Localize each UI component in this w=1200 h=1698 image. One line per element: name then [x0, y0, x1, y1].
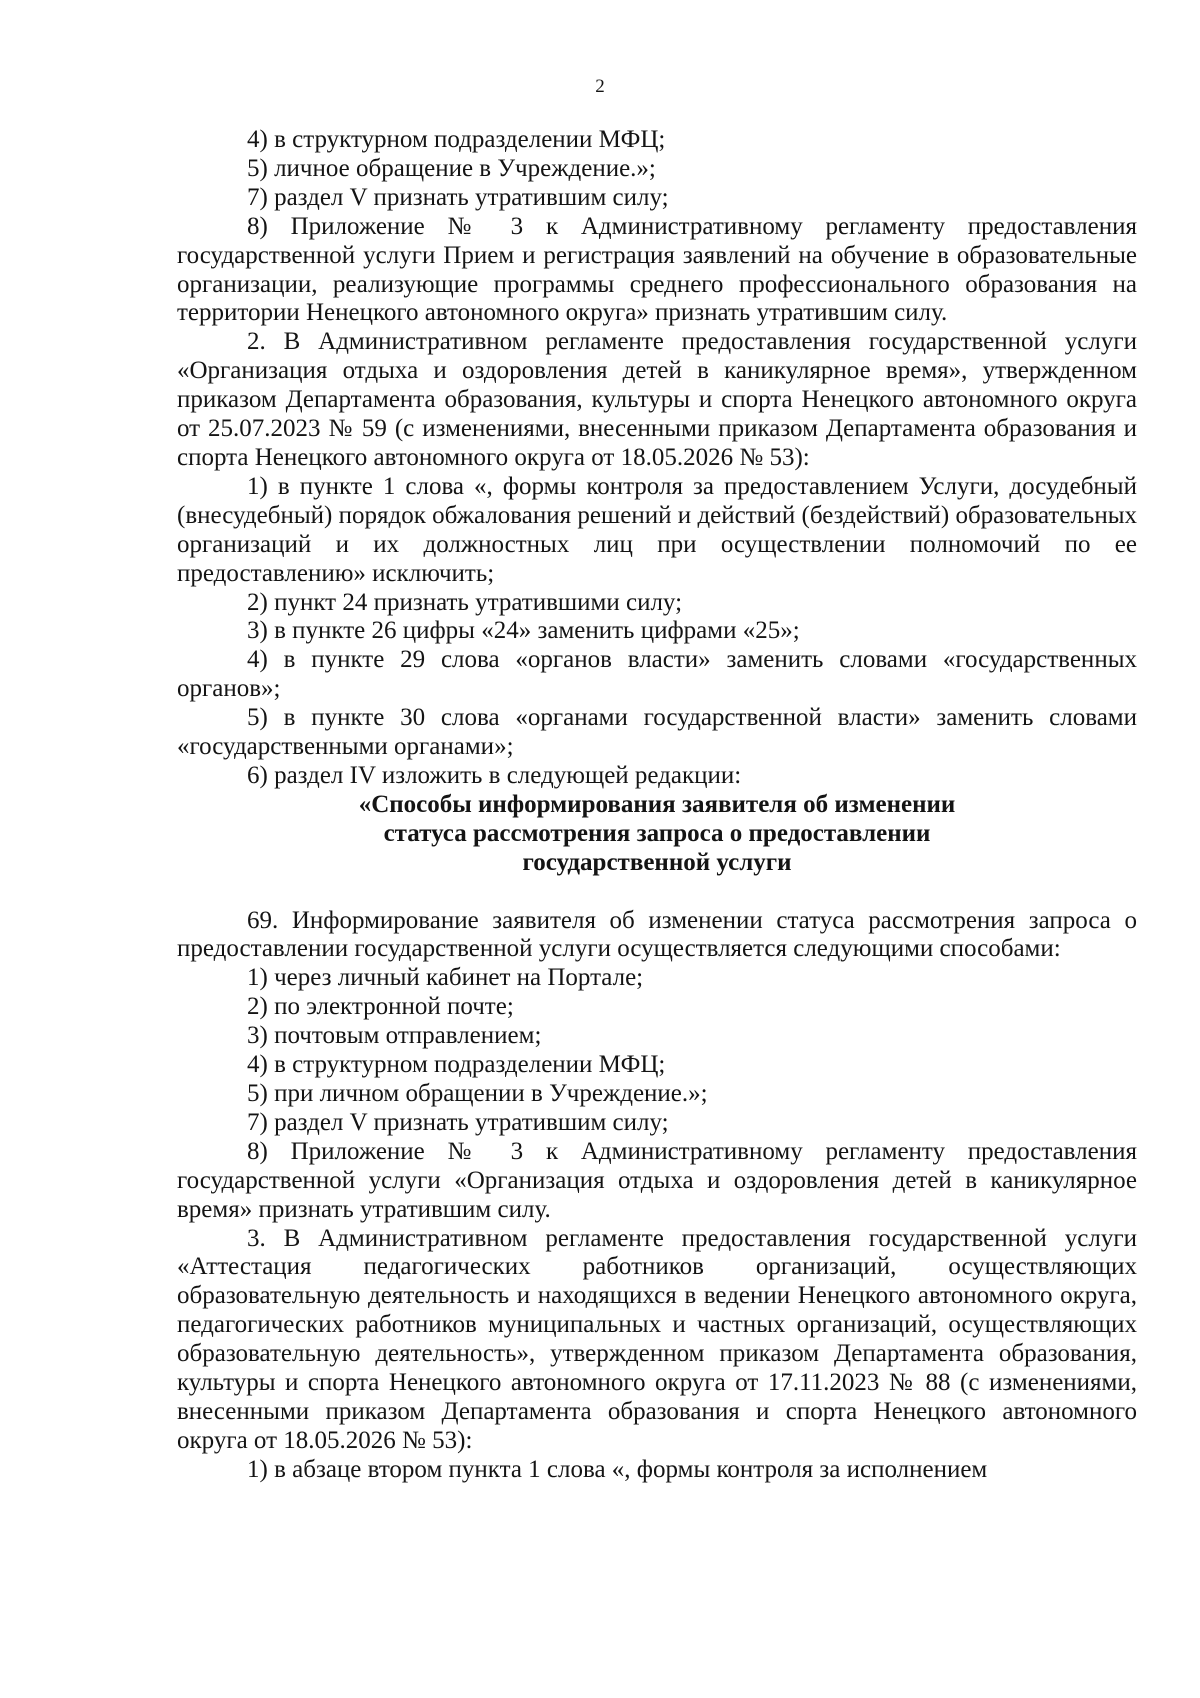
- paragraph: 4) в структурном подразделении МФЦ;: [247, 1051, 666, 1079]
- paragraph: 3. В Административном регламенте предоставления государственной услуги «Аттестация педагогических работников организаций, осуществляющих образовательную деятельность и находящихся в ведении Ненецкого автономного округа, педагогических работников муниципальных и частных организаций, осуществляющих образовательную деятельность», утвержденном приказом Департамента образования, культуры и спорта Ненецкого автономного округа от 17.11.2023 № 88 (с изменениями, внесенными приказом Департамента образования и спорта Ненецкого автономного округа от 18.05.2026 № 53):: [177, 1224, 1137, 1454]
- paragraph: 3) в пункте 26 цифры «24» заменить цифрами «25»;: [247, 617, 800, 645]
- paragraph: 8) Приложение № 3 к Административному регламенту предоставления государственной услуги Прием и регистрация заявлений на обучение в образовательные организации, реализующие программы среднего профессионального образования на территории Ненецкого автономного округа» признать утратившим силу.: [177, 212, 1137, 327]
- paragraph: 2) пункт 24 признать утратившими силу;: [247, 588, 683, 616]
- paragraph: 5) в пункте 30 слова «органами государственной власти» заменить словами «государственными органами»;: [177, 704, 1137, 761]
- document-body: [177, 126, 1137, 1485]
- paragraph: 3) почтовым отправлением;: [247, 1022, 542, 1050]
- paragraph: 5) при личном обращении в Учреждение.»;: [247, 1080, 708, 1107]
- heading-line: государственной услуги: [522, 848, 792, 876]
- paragraph: 6) раздел IV изложить в следующей редакции:: [247, 761, 742, 789]
- spacer: [177, 878, 1137, 907]
- paragraph: 7) раздел V признать утратившим силу;: [247, 183, 669, 211]
- heading-line: статуса рассмотрения запроса о предоставлении: [383, 819, 931, 847]
- paragraph: 7) раздел V признать утратившим силу;: [247, 1108, 669, 1136]
- paragraph: 1) через личный кабинет на Портале;: [247, 964, 644, 992]
- section-heading: [177, 791, 1137, 878]
- paragraph: 4) в структурном подразделении МФЦ;: [247, 126, 666, 153]
- paragraph: 5) личное обращение в Учреждение.»;: [247, 154, 656, 182]
- paragraph: 69. Информирование заявителя об изменении статуса рассмотрения запроса о предоставлении государственной услуги осуществляется следующими способами:: [177, 906, 1137, 963]
- paragraph: 4) в пункте 29 слова «органов власти» заменить словами «государственных органов»;: [177, 646, 1137, 703]
- page-number: 2: [595, 76, 605, 97]
- heading-line: «Способы информирования заявителя об изменении: [358, 790, 956, 818]
- paragraph: 1) в пункте 1 слова «, формы контроля за предоставлением Услуги, досудебный (внесудебный) порядок обжалования решений и действий (бездействий) образовательных организаций и их должностных лиц при осуществлении полномочий по ее предоставлению» исключить;: [177, 472, 1137, 587]
- paragraph: 1) в абзаце втором пункта 1 слова «, формы контроля за исполнением: [247, 1455, 988, 1483]
- paragraph: 8) Приложение № 3 к Административному регламенту предоставления государственной услуги «Организация отдыха и оздоровления детей в каникулярное время» признать утратившим силу.: [177, 1137, 1137, 1223]
- paragraph: 2. В Административном регламенте предоставления государственной услуги «Организация отдыха и оздоровления детей в каникулярное время», утвержденном приказом Департамента образования, культуры и спорта Ненецкого автономного округа от 25.07.2023 № 59 (с изменениями, внесенными приказом Департамента образования и спорта Ненецкого автономного округа от 18.05.2026 № 53):: [177, 328, 1137, 471]
- paragraph: 2) по электронной почте;: [247, 993, 514, 1021]
